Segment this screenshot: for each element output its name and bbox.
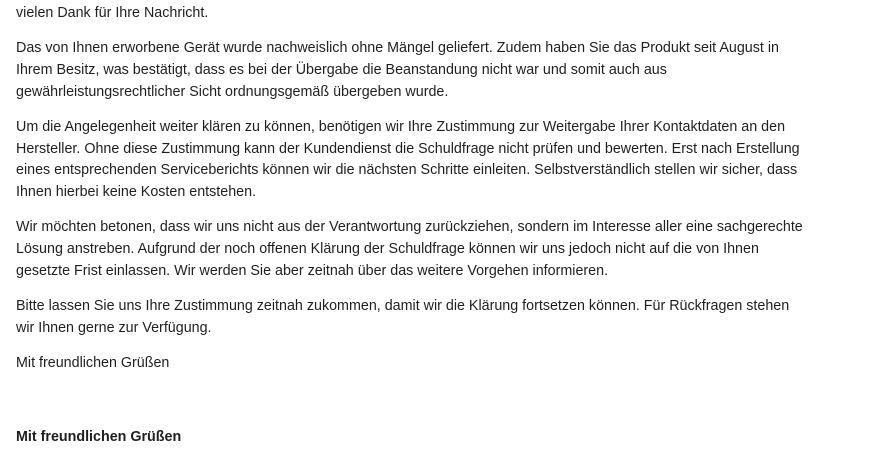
closing-line: Mit freundlichen Grüßen bbox=[16, 355, 170, 372]
letter-body bbox=[16, 3, 806, 449]
paragraph-spacer bbox=[16, 103, 806, 117]
paragraph-consent-request: Um die Angelegenheit weiter klären zu können, benötigen wir Ihre Zustimmung zur Weitergabe Ihrer Kontaktdaten an den Hersteller. Ohne diese Zustimmung kann der Kundendienst die Schuldfrage nicht prüfen und bewerten. Erst nach Erstellung eines entsprechenden Serviceberichts können wir die nächsten Schritte einleiten. Selbstverständlich stellen wir sicher, dass Ihnen hierbei keine Kosten entstehen. bbox=[16, 119, 800, 201]
paragraph-follow-up: Bitte lassen Sie uns Ihre Zustimmung zeitnah zukommen, damit wir die Klärung fortsetzen können. Für Rückfragen stehen wir Ihnen gerne zur Verfügung. bbox=[16, 298, 790, 336]
paragraph-delivery: Das von Ihnen erworbene Gerät wurde nachweislich ohne Mängel geliefert. Zudem haben Sie das Produkt seit August in Ihrem Besitz, was bestätigt, dass es bei der Übergabe die Beanstandung nicht war und somit auch aus gewährleistungsrechtlicher Sicht ordnungsgemäß übergeben wurde. bbox=[16, 40, 779, 100]
greeting-line: vielen Dank für Ihre Nachricht. bbox=[16, 5, 209, 21]
paragraph-responsibility: Wir möchten betonen, dass wir uns nicht aus der Verantwortung zurückziehen, sondern im Interesse aller eine sachgerechte Lösung anstreben. Aufgrund der noch offenen Klärung der Schuldfrage können wir uns jedoch nicht auf die von Ihnen gesetzte Frist einlassen. Wir werden Sie aber zeitnah über das weitere Vorgehen informieren. bbox=[16, 219, 803, 279]
paragraph-spacer bbox=[16, 283, 806, 297]
signature-closing: Mit freundlichen Grüßen bbox=[16, 428, 182, 445]
paragraph-spacer bbox=[16, 204, 806, 218]
paragraph-spacer bbox=[16, 25, 806, 39]
signature-spacer bbox=[16, 375, 806, 427]
paragraph-spacer bbox=[16, 340, 806, 354]
